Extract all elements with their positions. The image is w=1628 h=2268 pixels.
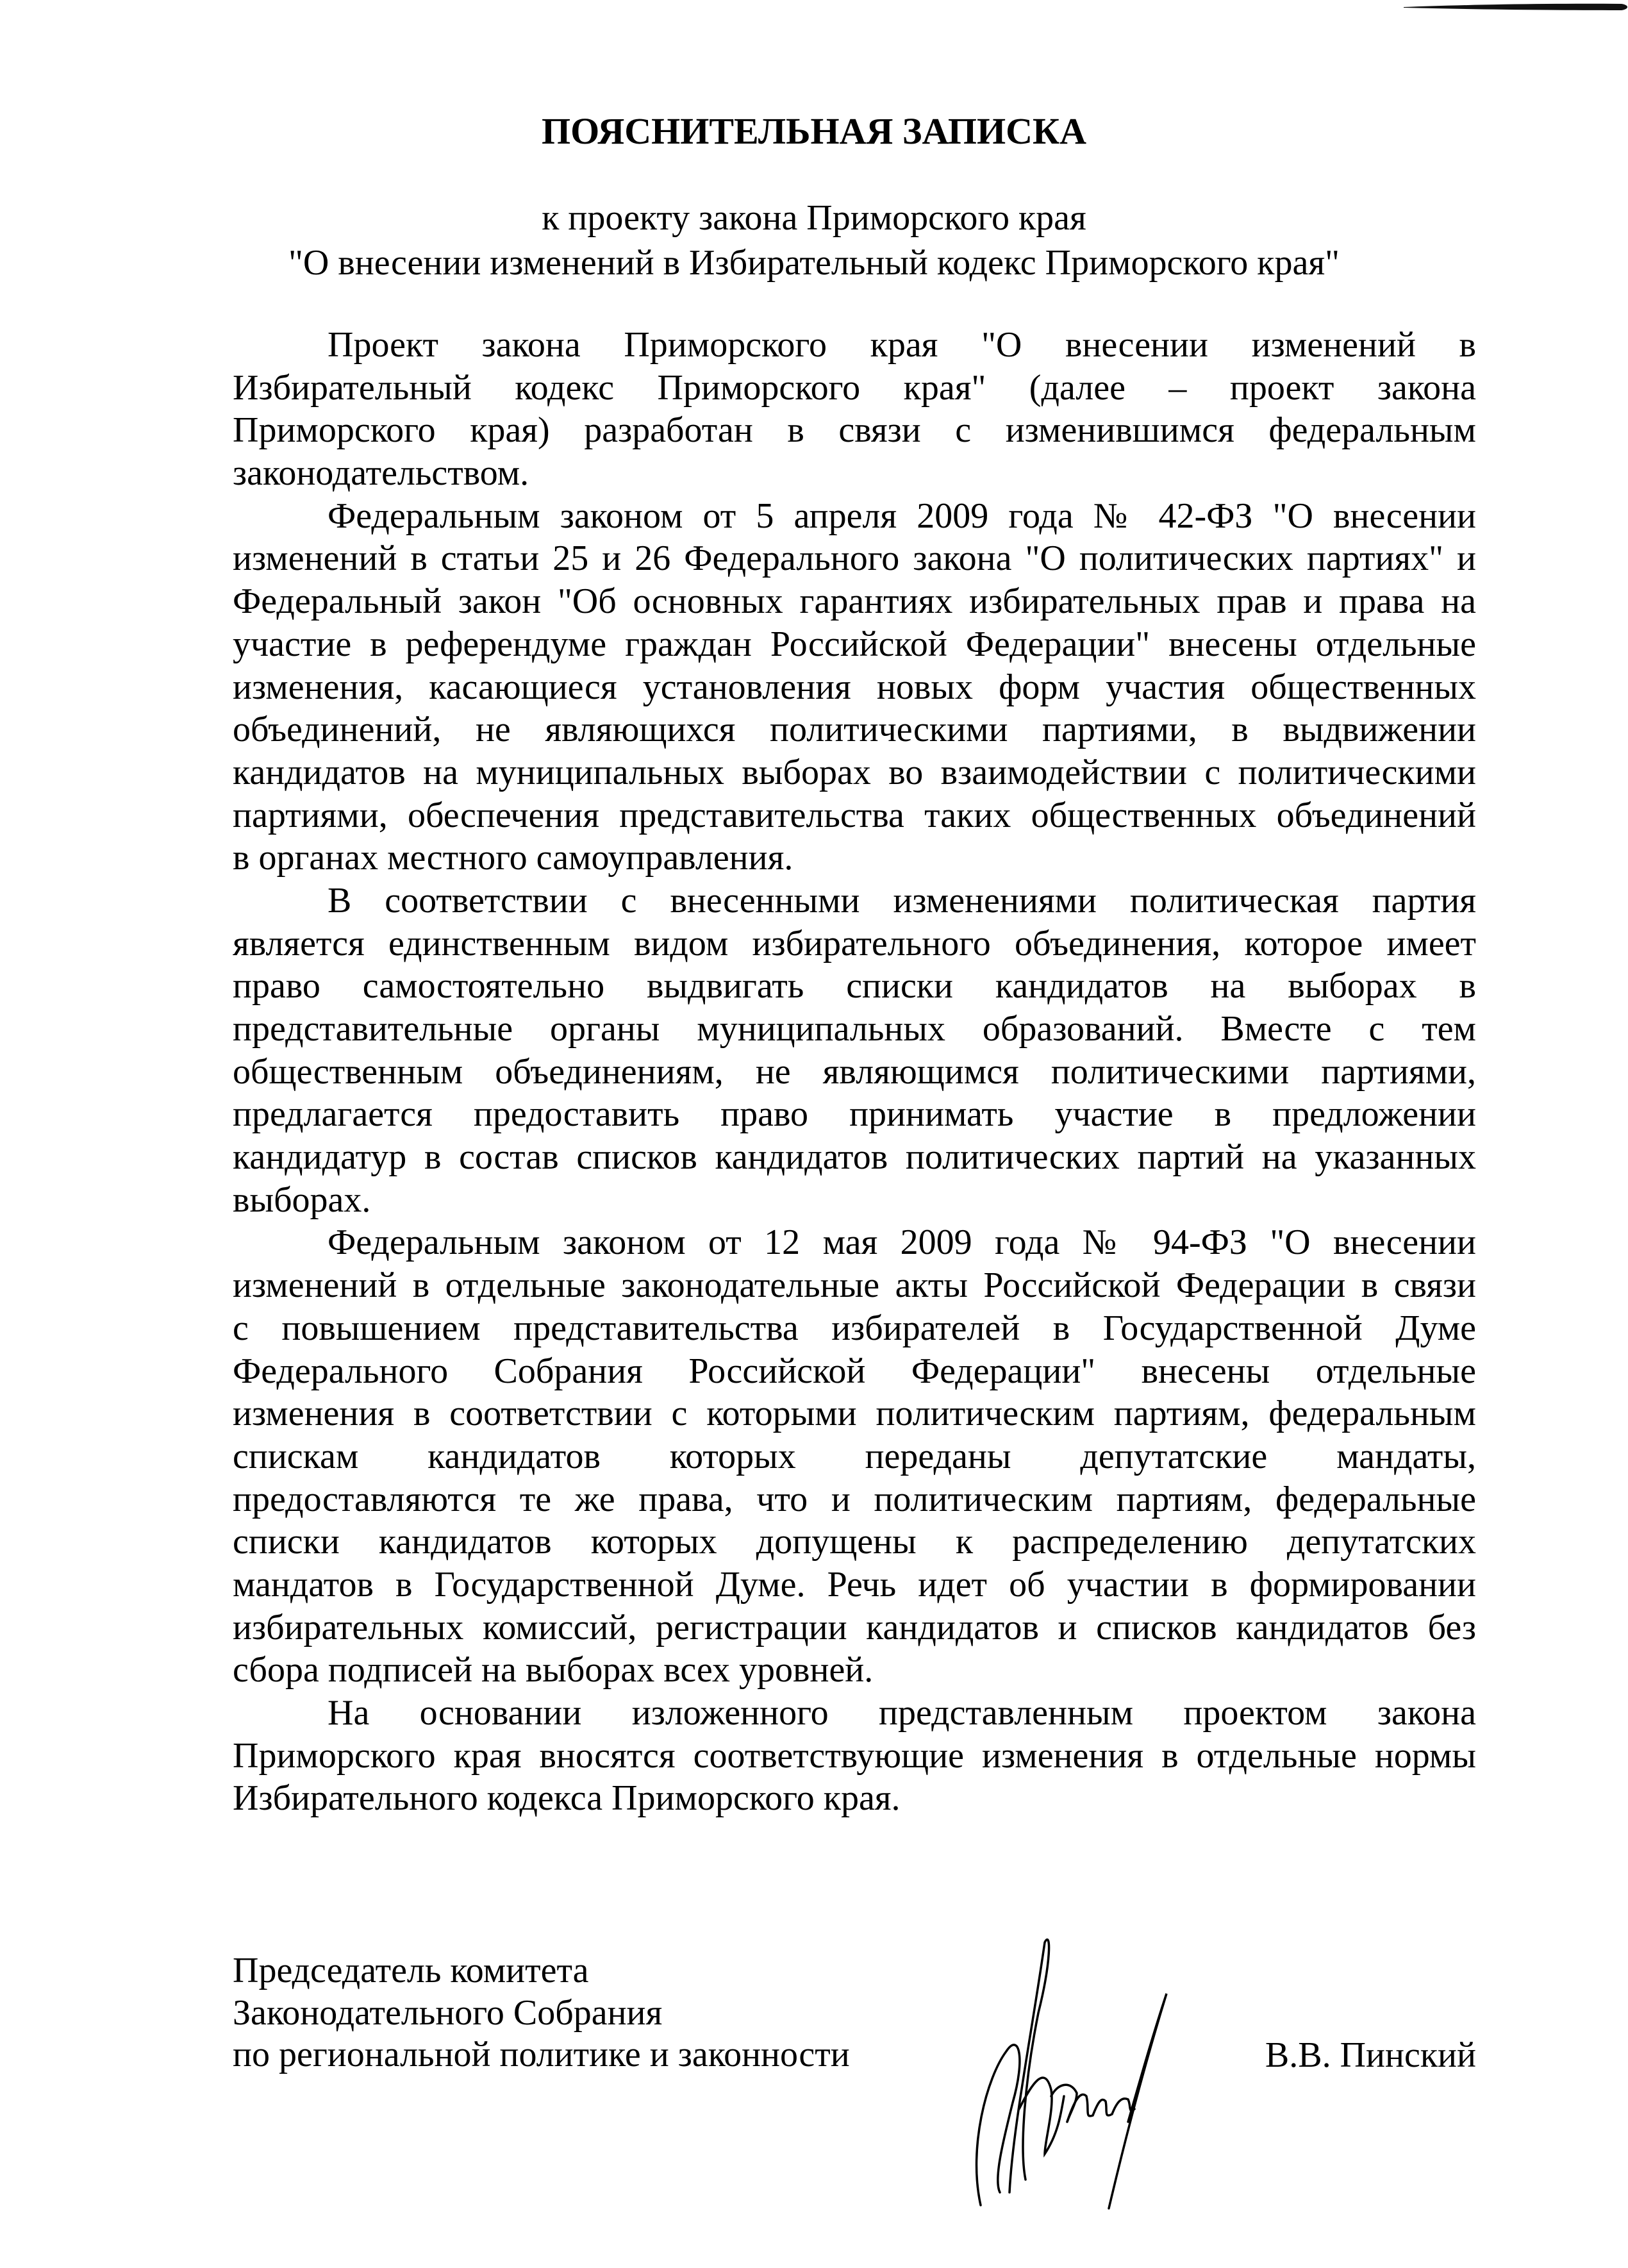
paragraph-line: Федеральный закон "Об основных гарантиях избирательных прав и права на — [233, 581, 1476, 622]
paragraph-line: партиями, обеспечения представительства таких общественных объединений — [233, 795, 1476, 835]
handwritten-signature — [949, 1936, 1218, 2218]
document-title: ПОЯСНИТЕЛЬНАЯ ЗАПИСКА — [541, 110, 1086, 152]
paragraph — [233, 495, 1476, 880]
paragraph — [233, 1221, 1476, 1692]
document-subtitle-line2: "О внесении изменений в Избирательный кодекс Приморского края" — [288, 243, 1340, 283]
paragraph-line: изменений в отдельные законодательные акты Российской Федерации в связи — [233, 1265, 1476, 1306]
paragraph — [233, 880, 1476, 1222]
signatory-name: В.В. Пинский — [1265, 2035, 1476, 2075]
paragraph-line: с повышением представительства избирателей в Государственной Думе — [233, 1308, 1476, 1348]
paragraph-line: мандатов в Государственной Думе. Речь идет об участии в формировании — [233, 1564, 1476, 1605]
paragraph-line: изменения в соответствии с которыми политическим партиям, федеральным — [233, 1394, 1476, 1434]
paragraph-line: предоставляются те же права, что и политическим партиям, федеральные — [233, 1479, 1476, 1519]
paragraph-line: сбора подписей на выборах всех уровней. — [233, 1650, 874, 1690]
paragraph-line: Приморского края вносятся соответствующие изменения в отдельные нормы — [233, 1735, 1476, 1776]
paragraph-line: Приморского края) разработан в связи с изменившимся федеральным — [233, 410, 1476, 451]
scan-smudge-mark — [1404, 1, 1628, 12]
paragraph-line: общественным объединениям, не являющимся политическими партиями, — [233, 1051, 1476, 1092]
paragraph-line: кандидатур в состав списков кандидатов политических партий на указанных — [233, 1137, 1476, 1178]
paragraph-line: право самостоятельно выдвигать списки кандидатов на выборах в — [233, 966, 1476, 1006]
document-body — [233, 324, 1476, 1820]
document-subtitle-line1: к проекту закона Приморского края — [542, 198, 1086, 238]
signatory-position-line: Председатель комитета — [233, 1951, 589, 1990]
paragraph-line: Федеральным законом от 12 мая 2009 года № 94-ФЗ "О внесении — [328, 1222, 1476, 1263]
paragraph — [233, 1692, 1476, 1820]
signatory-position-line: Законодательного Собрания — [233, 1992, 663, 2033]
signatory-position-line: по региональной политике и законности — [233, 2035, 850, 2074]
paragraph-line: законодательством. — [233, 453, 529, 494]
paragraph-line: Избирательного кодекса Приморского края. — [233, 1778, 901, 1819]
paragraph-line: представительные органы муниципальных образований. Вместе с тем — [233, 1009, 1476, 1049]
paragraph-line: кандидатов на муниципальных выборах во взаимодействии с политическими — [233, 752, 1476, 792]
paragraph — [233, 324, 1476, 495]
paragraph-line: в органах местного самоуправления. — [233, 838, 793, 878]
paragraph-line: избирательных комиссий, регистрации кандидатов и списков кандидатов без — [233, 1607, 1476, 1647]
paragraph-line: предлагается предоставить право принимать участие в предложении — [233, 1094, 1476, 1135]
paragraph-line: изменения, касающиеся установления новых форм участия общественных — [233, 667, 1476, 707]
paragraph-line: спискам кандидатов которых переданы депутатские мандаты, — [233, 1436, 1476, 1476]
paragraph-line: Проект закона Приморского края "О внесении изменений в — [328, 325, 1476, 365]
paragraph-line: изменений в статьи 25 и 26 Федерального закона "О политических партиях" и — [233, 538, 1476, 579]
paragraph-line: В соответствии с внесенными изменениями политическая партия — [328, 880, 1476, 921]
paragraph-line: Избирательный кодекс Приморского края" (далее – проект закона — [233, 367, 1476, 408]
paragraph-line: является единственным видом избирательного объединения, которое имеет — [233, 923, 1476, 963]
paragraph-line: На основании изложенного представленным проектом закона — [328, 1693, 1476, 1733]
paragraph-line: выборах. — [233, 1180, 371, 1220]
paragraph-line: Федерального Собрания Российской Федерации" внесены отдельные — [233, 1351, 1476, 1391]
paragraph-line: списки кандидатов которых допущены к распределению депутатских — [233, 1522, 1476, 1562]
paragraph-line: Федеральным законом от 5 апреля 2009 года № 42-ФЗ "О внесении — [328, 496, 1476, 536]
signatory-position — [233, 1950, 850, 2076]
paragraph-line: участие в референдуме граждан Российской Федерации" внесены отдельные — [233, 624, 1476, 664]
paragraph-line: объединений, не являющихся политическими партиями, в выдвижении — [233, 710, 1476, 750]
